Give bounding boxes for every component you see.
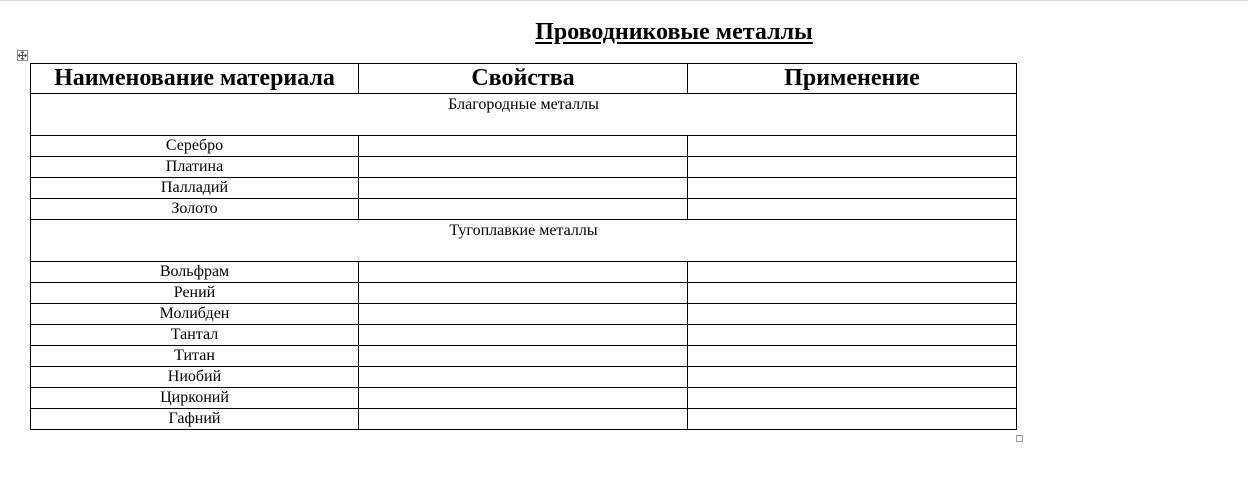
properties-cell[interactable] bbox=[359, 136, 688, 157]
properties-cell[interactable] bbox=[359, 388, 688, 409]
table-row bbox=[31, 325, 1017, 346]
material-cell[interactable]: Рений bbox=[31, 283, 359, 304]
properties-cell[interactable] bbox=[359, 367, 688, 388]
header-properties[interactable]: Свойства bbox=[359, 64, 688, 94]
application-cell[interactable] bbox=[688, 136, 1017, 157]
metals-table bbox=[30, 63, 1017, 430]
group-row-noble bbox=[31, 94, 1017, 136]
application-cell[interactable] bbox=[688, 199, 1017, 220]
table-row bbox=[31, 199, 1017, 220]
application-cell[interactable] bbox=[688, 346, 1017, 367]
material-cell[interactable]: Гафний bbox=[31, 409, 359, 430]
material-cell[interactable]: Платина bbox=[31, 157, 359, 178]
properties-cell[interactable] bbox=[359, 283, 688, 304]
material-cell[interactable]: Титан bbox=[31, 346, 359, 367]
properties-cell[interactable] bbox=[359, 178, 688, 199]
header-application[interactable]: Применение bbox=[688, 64, 1017, 94]
table-row bbox=[31, 262, 1017, 283]
properties-cell[interactable] bbox=[359, 325, 688, 346]
table-row bbox=[31, 346, 1017, 367]
material-cell[interactable]: Тантал bbox=[31, 325, 359, 346]
material-cell[interactable]: Серебро bbox=[31, 136, 359, 157]
group-label[interactable]: Благородные металлы bbox=[31, 94, 1017, 136]
application-cell[interactable] bbox=[688, 409, 1017, 430]
application-cell[interactable] bbox=[688, 388, 1017, 409]
material-cell[interactable]: Палладий bbox=[31, 178, 359, 199]
table-row bbox=[31, 136, 1017, 157]
document-title: Проводниковые металлы bbox=[535, 19, 813, 45]
material-cell[interactable]: Ниобий bbox=[31, 367, 359, 388]
table-row bbox=[31, 388, 1017, 409]
table-row bbox=[31, 367, 1017, 388]
group-row-refractory bbox=[31, 220, 1017, 262]
ruler-divider bbox=[0, 0, 1248, 1]
application-cell[interactable] bbox=[688, 283, 1017, 304]
table-row bbox=[31, 283, 1017, 304]
text-cursor bbox=[1016, 180, 1017, 196]
group-label[interactable]: Тугоплавкие металлы bbox=[31, 220, 1017, 262]
application-cell[interactable] bbox=[688, 157, 1017, 178]
table-row bbox=[31, 409, 1017, 430]
properties-cell[interactable] bbox=[359, 199, 688, 220]
properties-cell[interactable] bbox=[359, 409, 688, 430]
application-cell[interactable] bbox=[688, 262, 1017, 283]
table-move-handle-icon[interactable] bbox=[17, 50, 28, 61]
properties-cell[interactable] bbox=[359, 346, 688, 367]
application-cell[interactable] bbox=[688, 367, 1017, 388]
properties-cell[interactable] bbox=[359, 262, 688, 283]
material-cell[interactable]: Вольфрам bbox=[31, 262, 359, 283]
properties-cell[interactable] bbox=[359, 304, 688, 325]
table-row bbox=[31, 178, 1017, 199]
table-row bbox=[31, 304, 1017, 325]
material-cell[interactable]: Цирконий bbox=[31, 388, 359, 409]
table-header-row bbox=[31, 64, 1017, 94]
properties-cell[interactable] bbox=[359, 157, 688, 178]
header-material-name[interactable]: Наименование материала bbox=[31, 64, 359, 94]
application-cell[interactable] bbox=[688, 304, 1017, 325]
material-cell[interactable]: Золото bbox=[31, 199, 359, 220]
application-cell[interactable] bbox=[688, 178, 1017, 199]
application-cell[interactable] bbox=[688, 325, 1017, 346]
table-resize-handle-icon[interactable] bbox=[1016, 435, 1023, 442]
material-cell[interactable]: Молибден bbox=[31, 304, 359, 325]
table-row bbox=[31, 157, 1017, 178]
